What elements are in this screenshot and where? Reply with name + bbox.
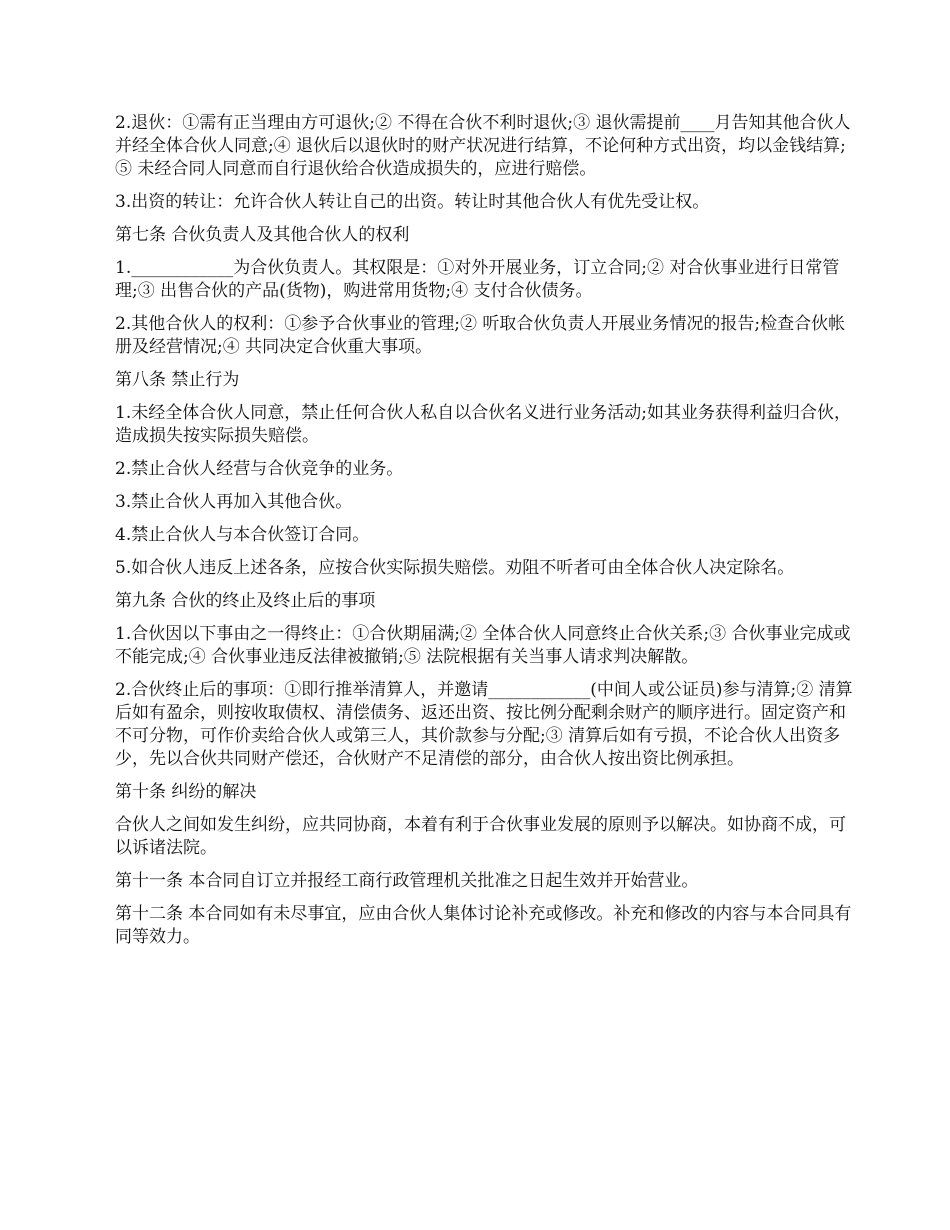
document-page (115, 112, 855, 959)
clause-prohibition-1: 1.未经全体合伙人同意，禁止任何合伙人私自以合伙名义进行业务活动;如其业务获得利益归合伙，造成损失按实际损失赔偿。 (115, 403, 851, 446)
clause-capital-transfer: 3.出资的转让：允许合伙人转让自己的出资。转让时其他合伙人有优先受让权。 (115, 192, 710, 212)
article-7-heading: 第七条 合伙负责人及其他合伙人的权利 (115, 225, 410, 245)
article-9-heading: 第九条 合伙的终止及终止后的事项 (115, 591, 376, 611)
clause-dispute-resolution: 合伙人之间如发生纠纷，应共同协商，本着有利于合伙事业发展的原则予以解决。如协商不成，可以诉诸法院。 (115, 815, 846, 858)
article-8-heading: 第八条 禁止行为 (115, 370, 240, 390)
clause-prohibition-5: 5.如合伙人违反上述各条，应按合伙实际损失赔偿。劝阻不听者可由全体合伙人决定除名。 (115, 558, 795, 578)
article-10-heading: 第十条 纠纷的解决 (115, 782, 257, 802)
clause-prohibition-3: 3.禁止合伙人再加入其他合伙。 (115, 492, 353, 512)
clause-withdrawal: 2.退伙：①需有正当理由方可退伙;② 不得在合伙不利时退伙;③ 退伙需提前____月告知其他合伙人并经全体合伙人同意;④ 退伙后以退伙时的财产状况进行结算，不论何种方式出资，均以金钱结算;⑤ 未经合同人同意而自行退伙给合伙造成损失的，应进行赔偿。 (115, 113, 851, 179)
article-11: 第十一条 本合同自订立并报经工商行政管理机关批准之日起生效并开始营业。 (115, 871, 699, 891)
clause-other-partners-rights: 2.其他合伙人的权利：①参予合伙事业的管理;② 听取合伙负责人开展业务情况的报告;检查合伙帐册及经营情况;④ 共同决定合伙重大事项。 (115, 314, 846, 357)
clause-prohibition-2: 2.禁止合伙人经营与合伙竞争的业务。 (115, 459, 404, 479)
article-12: 第十二条 本合同如有未尽事宜，应由合伙人集体讨论补充或修改。补充和修改的内容与本合同具有同等效力。 (115, 904, 852, 947)
clause-post-termination: 2.合伙终止后的事项：①即行推举清算人，并邀请____________(中间人或公证员)参与清算;② 清算后如有盈余，则按收取债权、清偿债务、返还出资、按比例分配剩余财产的顺序进行。固定资产和不可分物，可作价卖给合伙人或第三人，其价款参与分配;③ 清算后如有亏损，不论合伙人出资多少，先以合伙共同财产偿还，合伙财产不足清偿的部分，由合伙人按出资比例承担。 (115, 680, 853, 769)
clause-prohibition-4: 4.禁止合伙人与本合伙签订合同。 (115, 525, 370, 545)
clause-responsible-partner: 1.____________为合伙负责人。其权限是：①对外开展业务，订立合同;② 对合伙事业进行日常管理;③ 出售合伙的产品(货物)，购进常用货物;④ 支付合伙债务。 (115, 258, 840, 301)
clause-termination-causes: 1.合伙因以下事由之一得终止：①合伙期届满;② 全体合伙人同意终止合伙关系;③ 合伙事业完成或不能完成;④ 合伙事业违反法律被撤销;⑤ 法院根据有关当事人请求判决解散。 (115, 624, 851, 667)
